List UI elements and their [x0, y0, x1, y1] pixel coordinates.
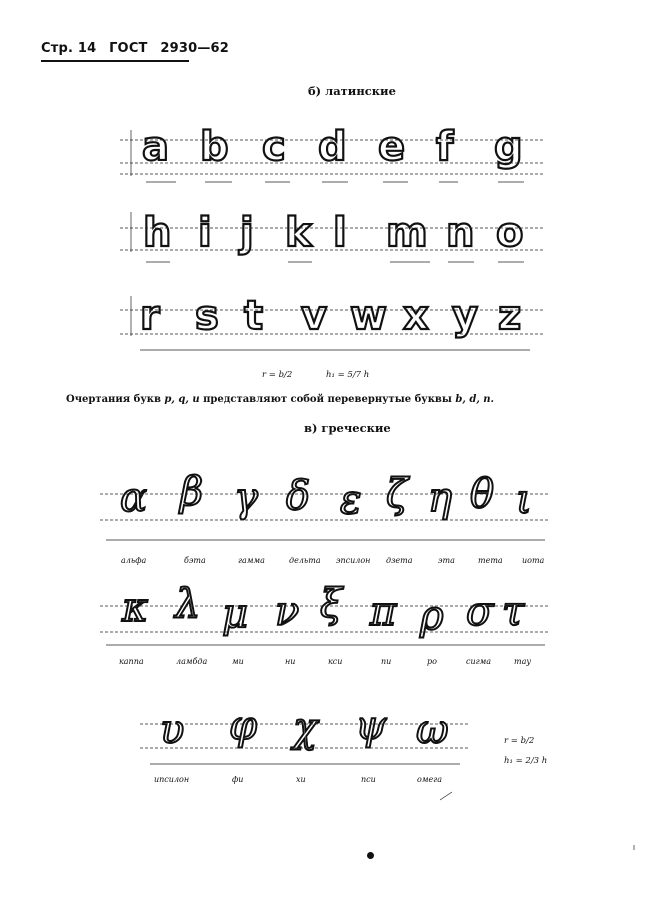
greek-name: бэта — [184, 556, 206, 565]
latin-letter: e — [378, 124, 406, 170]
greek-letter: β — [180, 469, 204, 515]
greek-name: дзета — [386, 556, 413, 565]
greek-name: ми — [232, 657, 244, 666]
section-title-greek: в) греческие — [304, 421, 391, 435]
greek-name: эпсилон — [336, 556, 371, 565]
greek-name: каппа — [119, 657, 144, 666]
latin-letter: t — [244, 293, 264, 339]
section-title-latin: б) латинские — [308, 84, 396, 98]
greek-letter: λ — [175, 581, 201, 627]
gost-label: ГОСТ — [109, 41, 148, 56]
greek-letter: σ — [466, 589, 494, 635]
formula-latin-h: h₁ = 5/7 h — [326, 370, 370, 380]
greek-letter: ξ — [320, 581, 343, 627]
greek-name: иота — [522, 556, 545, 565]
gost-number: 2930—62 — [160, 41, 230, 56]
latin-letter: r — [140, 293, 160, 339]
latin-letter: g — [494, 124, 523, 170]
note-middle: представляют собой перевернутые буквы — [203, 394, 452, 405]
note-letters-b: b, d, n. — [455, 394, 495, 405]
greek-letter: ω — [416, 707, 449, 753]
greek-letter: ι — [516, 477, 532, 523]
note-letters-a: p, q, u — [164, 394, 200, 405]
greek-letter: η — [428, 475, 452, 521]
latin-letter: b — [200, 124, 229, 170]
latin-letter: i — [198, 210, 212, 256]
latin-letter: d — [318, 124, 347, 170]
greek-letter: χ — [293, 705, 318, 751]
latin-letter: m — [386, 210, 428, 256]
note-prefix: Очертания букв — [66, 394, 161, 405]
latin-letter: h — [143, 210, 172, 256]
greek-name: фи — [232, 775, 244, 784]
greek-letter: π — [370, 589, 397, 635]
greek-name: эта — [438, 556, 455, 565]
greek-name: альфа — [121, 556, 147, 565]
latin-letter: v — [301, 293, 328, 339]
formula-latin-r: r = b/2 — [262, 370, 293, 380]
greek-name: омега — [417, 775, 442, 784]
latin-letter: f — [436, 124, 454, 170]
greek-name: тау — [514, 657, 531, 666]
greek-letter: τ — [502, 589, 525, 635]
greek-name: гамма — [238, 556, 265, 565]
greek-name: кси — [328, 657, 343, 666]
latin-letter: n — [446, 210, 475, 256]
greek-name: ламбда — [176, 657, 208, 666]
greek-letter: ρ — [420, 593, 444, 639]
latin-letter: j — [240, 210, 254, 256]
greek-letter: ν — [275, 589, 300, 635]
greek-name: сигма — [466, 657, 492, 666]
page-number: Стр. 14 — [41, 41, 97, 56]
latin-letter: o — [496, 210, 524, 256]
greek-letter: ε — [340, 477, 362, 523]
greek-letter: κ — [122, 585, 149, 631]
latin-letter: c — [262, 124, 286, 170]
greek-name: ро — [427, 657, 437, 666]
greek-letter: γ — [234, 475, 258, 521]
greek-letter: ψ — [355, 703, 387, 749]
latin-letter: a — [142, 124, 169, 170]
ink-dot — [367, 852, 374, 859]
formula-greek-r: r = b/2 — [504, 736, 535, 746]
greek-name: ни — [285, 657, 296, 666]
latin-letter: z — [498, 293, 522, 339]
greek-letter: υ — [160, 707, 185, 753]
latin-letter: y — [452, 293, 479, 339]
latin-letter: w — [350, 293, 387, 339]
greek-name: пси — [361, 775, 376, 784]
greek-letter: α — [120, 475, 148, 521]
greek-letter: θ — [470, 471, 495, 517]
formula-greek-h: h₁ = 2/3 h — [504, 756, 548, 766]
greek-letter: ζ — [386, 471, 408, 517]
greek-name: тета — [478, 556, 503, 565]
greek-name: хи — [296, 775, 306, 784]
latin-letter: s — [195, 293, 219, 339]
greek-letter: φ — [229, 703, 258, 749]
latin-letter: l — [333, 210, 347, 256]
greek-letter: μ — [222, 591, 248, 637]
greek-name: пи — [381, 657, 392, 666]
latin-letter: k — [285, 210, 312, 256]
latin-letter: x — [403, 293, 429, 339]
greek-name: ипсилон — [154, 775, 190, 784]
greek-letter: δ — [286, 473, 311, 519]
greek-name: дельта — [289, 556, 321, 565]
